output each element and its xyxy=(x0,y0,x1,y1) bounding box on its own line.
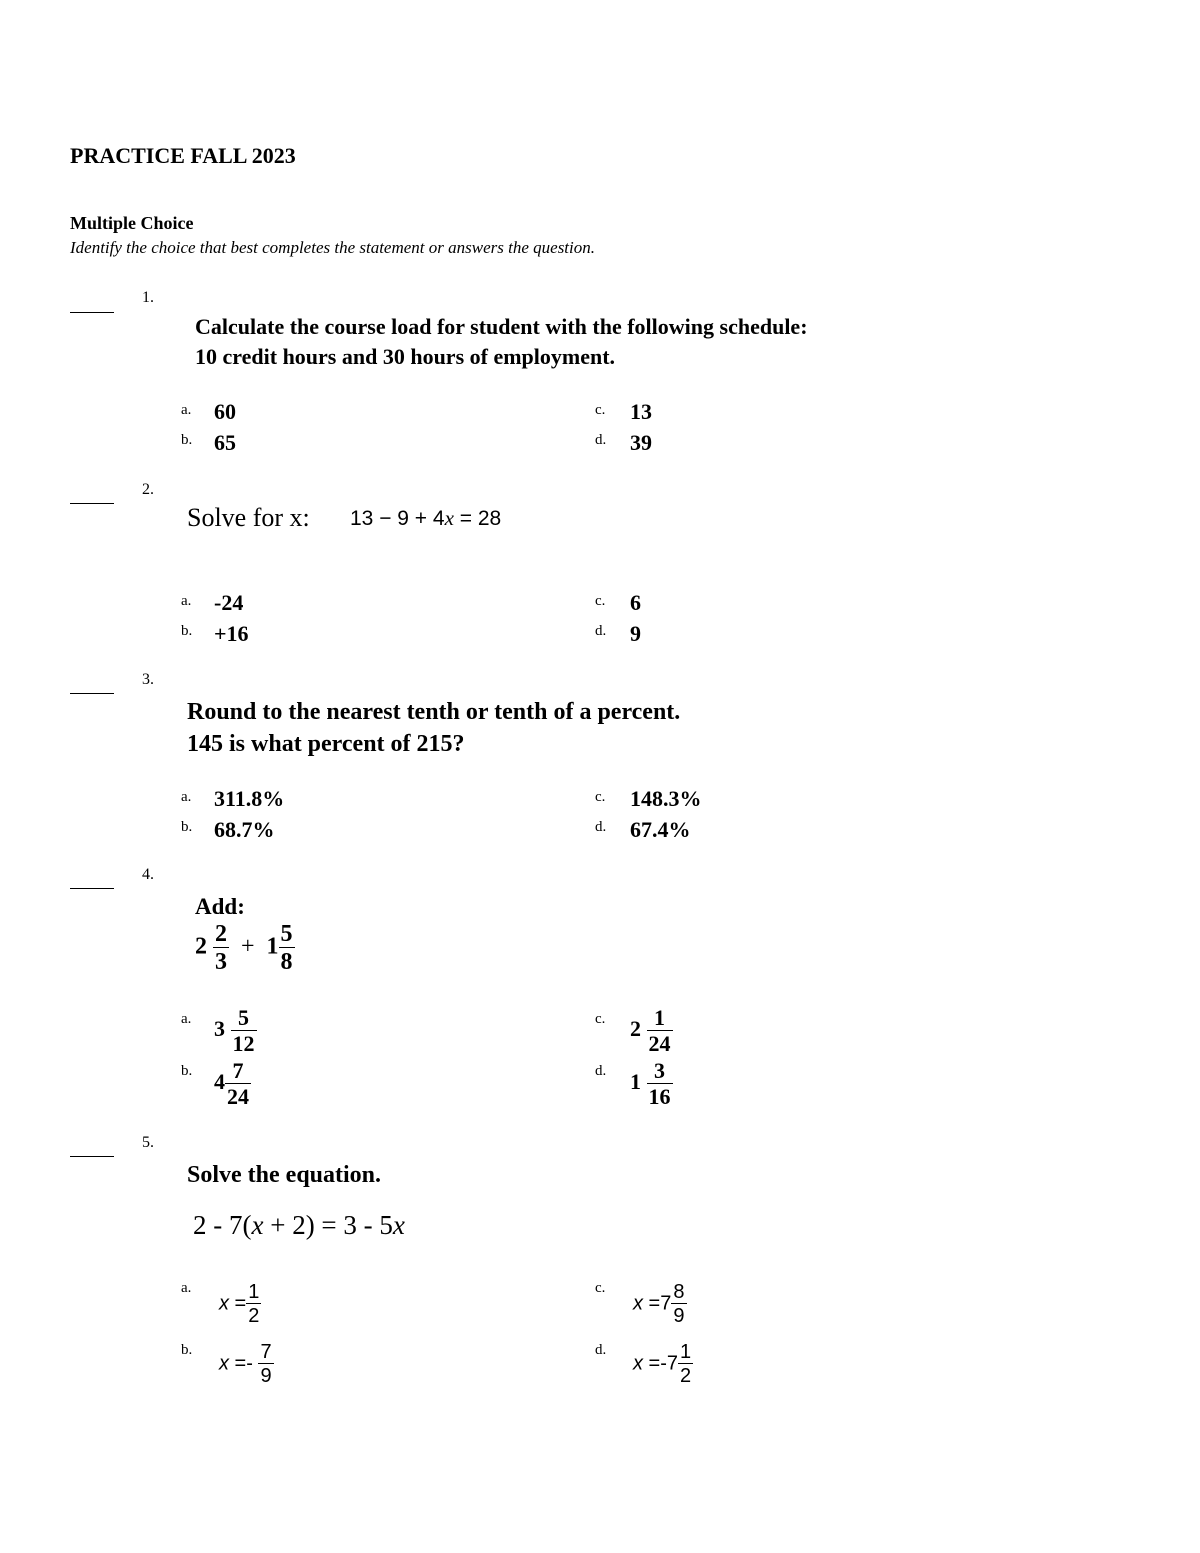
choice-b[interactable]: 68.7% xyxy=(214,817,275,842)
choice-letter: b. xyxy=(181,1063,193,1079)
expr-variable: x xyxy=(251,1210,264,1240)
choice-b[interactable]: +16 xyxy=(214,621,249,646)
question-stem xyxy=(195,312,808,372)
answer-blank[interactable] xyxy=(70,888,114,889)
choice-a[interactable]: x = $\frac{1}{2}$ xyxy=(219,1281,260,1327)
choice-letter: c. xyxy=(595,402,606,418)
question-number: 4. xyxy=(142,866,154,883)
choice-letter: b. xyxy=(181,819,193,835)
fraction: $\frac{1}{2}$ xyxy=(248,1281,260,1327)
choice-letter: d. xyxy=(595,1342,607,1358)
choice-letter: d. xyxy=(595,623,607,639)
expr-left: 13 − 9 + 4 xyxy=(350,507,445,530)
stem-line: Round to the nearest tenth or tenth of a percent. xyxy=(187,699,681,725)
answer-blank[interactable] xyxy=(70,312,114,313)
fraction: $\frac{1}{2}$ xyxy=(680,1341,692,1387)
whole-part: 2 xyxy=(195,933,207,960)
choice-d[interactable]: 1 $\frac{3}{16}$ xyxy=(630,1058,671,1109)
expr-variable: x xyxy=(392,1210,405,1240)
expr-part: 2 - 7( xyxy=(193,1210,252,1240)
question-number: 2. xyxy=(142,481,154,498)
expr-part: + 2) = 3 - 5 xyxy=(263,1210,393,1240)
choice-letter: d. xyxy=(595,432,607,448)
stem-line: 10 credit hours and 30 hours of employment. xyxy=(195,344,616,369)
question-number: 3. xyxy=(142,671,154,688)
choice-letter: c. xyxy=(595,1280,606,1296)
section-heading: Multiple Choice xyxy=(70,213,194,233)
question-stem: Add: xyxy=(195,894,245,919)
choice-letter: c. xyxy=(595,789,606,805)
choice-a[interactable]: 311.8% xyxy=(214,786,285,811)
choice-letter: d. xyxy=(595,1063,607,1079)
answer-blank[interactable] xyxy=(70,1156,114,1157)
stem-text: Solve for x: xyxy=(187,503,310,532)
question-stem xyxy=(187,696,680,760)
choice-letter: d. xyxy=(595,819,607,835)
fraction: $\frac{7}{9}$ xyxy=(260,1341,272,1387)
choice-b[interactable]: 4 $\frac{7}{24}$ xyxy=(214,1058,249,1109)
choice-letter: a. xyxy=(181,1011,192,1027)
choice-a[interactable]: 60 xyxy=(214,399,236,424)
equation xyxy=(350,506,501,531)
expr-variable: x xyxy=(444,506,454,530)
page-title: PRACTICE FALL 2023 xyxy=(70,143,296,168)
choice-c[interactable]: 13 xyxy=(630,399,652,424)
question-number: 5. xyxy=(142,1134,154,1151)
question-stem xyxy=(187,503,310,533)
choice-letter: c. xyxy=(595,593,606,609)
choice-c[interactable]: 2 $\frac{1}{24}$ xyxy=(630,1005,671,1056)
fraction: $\frac{5}{12}$ xyxy=(232,1005,255,1056)
instructions: Identify the choice that best completes the statement or answers the question. xyxy=(70,238,595,257)
choice-letter: a. xyxy=(181,789,192,805)
equation xyxy=(193,1210,405,1241)
choice-d[interactable]: 67.4% xyxy=(630,817,691,842)
choice-letter: b. xyxy=(181,1342,193,1358)
fraction: $\frac{2}{3}$ xyxy=(215,921,227,975)
choice-d[interactable]: x =-7 $\frac{1}{2}$ xyxy=(633,1341,692,1387)
whole-part: 1 xyxy=(266,933,279,960)
choice-a[interactable]: -24 xyxy=(214,590,244,615)
choice-d[interactable]: 39 xyxy=(630,430,652,455)
choice-letter: a. xyxy=(181,593,192,609)
fraction: $\frac{8}{9}$ xyxy=(673,1281,685,1327)
fraction: $\frac{5}{8}$ xyxy=(280,921,293,975)
choice-b[interactable]: 65 xyxy=(214,430,236,455)
choice-letter: a. xyxy=(181,402,192,418)
choice-letter: a. xyxy=(181,1280,192,1296)
fraction: $\frac{3}{16}$ xyxy=(648,1058,671,1109)
fraction: $\frac{1}{24}$ xyxy=(648,1005,671,1056)
fraction: $\frac{7}{24}$ xyxy=(227,1058,249,1109)
answer-blank[interactable] xyxy=(70,693,114,694)
choice-b[interactable]: x =- $\frac{7}{9}$ xyxy=(219,1341,272,1387)
choice-letter: c. xyxy=(595,1011,606,1027)
choice-letter: b. xyxy=(181,623,193,639)
choice-a[interactable]: 3 $\frac{5}{12}$ xyxy=(214,1005,255,1056)
choice-d[interactable]: 9 xyxy=(630,621,641,646)
choice-c[interactable]: 148.3% xyxy=(630,786,702,811)
mixed-number-sum xyxy=(195,922,295,974)
stem-line: Calculate the course load for student with the following schedule: xyxy=(195,314,808,339)
expr-right: = 28 xyxy=(453,507,502,530)
plus-sign: + xyxy=(241,933,255,960)
question-stem: Solve the equation. xyxy=(187,1162,382,1188)
choice-letter: b. xyxy=(181,432,193,448)
choice-c[interactable]: x =7 $\frac{8}{9}$ xyxy=(633,1281,685,1327)
answer-blank[interactable] xyxy=(70,503,114,504)
choice-c[interactable]: 6 xyxy=(630,590,641,615)
stem-line: 145 is what percent of 215? xyxy=(187,731,465,757)
question-number: 1. xyxy=(142,289,154,306)
